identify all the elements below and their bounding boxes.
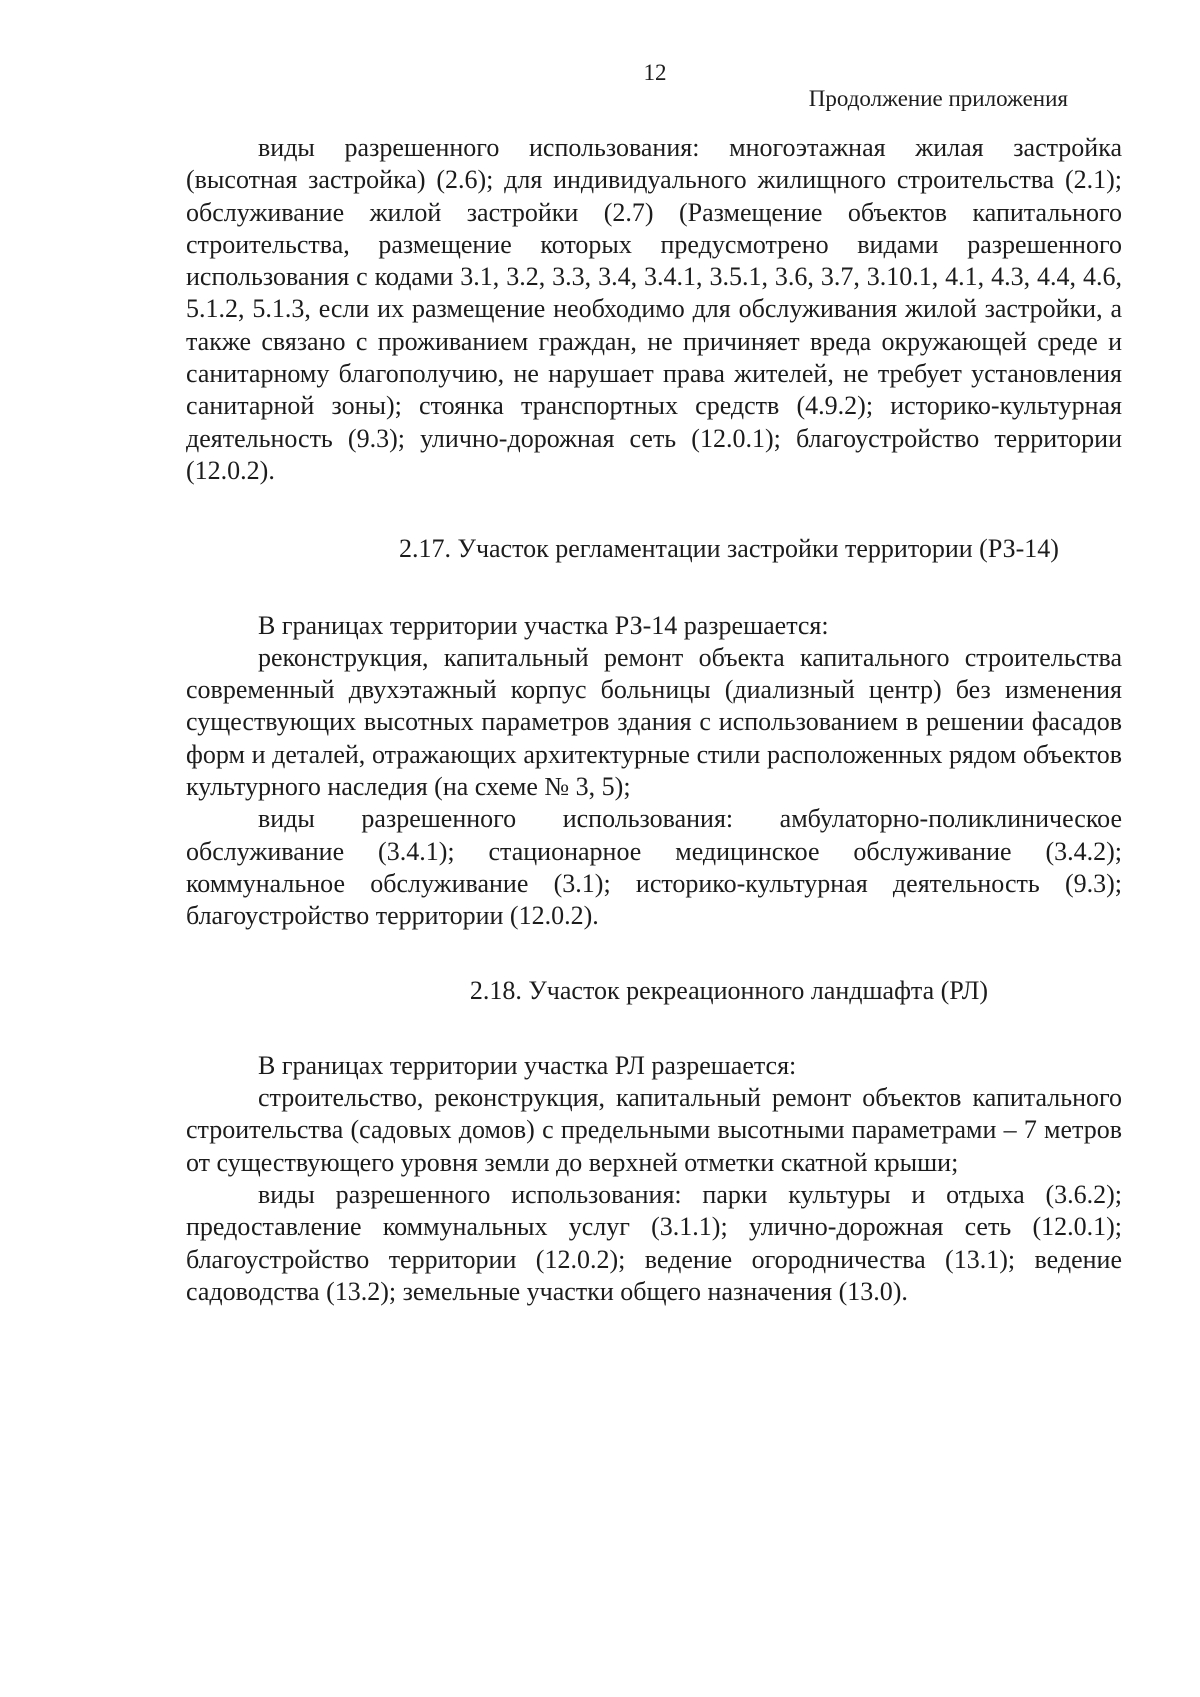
section-heading-2-18: 2.18. Участок рекреационного ландшафта (РЛ)	[469, 975, 989, 1005]
section-2-17-paragraph: реконструкция, капитальный ремонт объекта капитального строительства современный двухэтажный корпус больницы (диализный центр) без изменения существующих высотных параметров здания с использованием в решении фасадов форм и деталей, отражающих архитектурные стили расположенных рядом объектов культурного наследия (на схеме № 3, 5);	[186, 642, 1122, 802]
running-header: Продолжение приложения	[808, 86, 1068, 111]
section-heading-2-17: 2.17. Участок регламентации застройки территории (РЗ-14)	[399, 534, 1059, 564]
intro-paragraph: виды разрешенного использования: многоэтажная жилая застройка (высотная застройка) (2.6); для индивидуального жилищного строительства (2.1); обслуживание жилой застройки (2.7) (Размещение объектов капитального строительства, размещение которых предусмотрено видами разрешенного использования с кодами 3.1, 3.2, 3.3, 3.4, 3.4.1, 3.5.1, 3.6, 3.7, 3.10.1, 4.1, 4.3, 4.4, 4.6, 5.1.2, 5.1.3, если их размещение необходимо для обслуживания жилой застройки, а также связано с проживанием граждан, не причиняет вреда окружающей среде и санитарному благополучию, не нарушает права жителей, не требует установления санитарной зоны); стоянка транспортных средств (4.9.2); историко-культурная деятельность (9.3); улично-дорожная сеть (12.0.1); благоустройство территории (12.0.2).	[186, 133, 1122, 485]
section-2-18-lead: В границах территории участка РЛ разрешается:	[258, 1050, 797, 1080]
section-2-18-paragraph: строительство, реконструкция, капитальный ремонт объектов капитального строительства (садовых домов) с предельными высотными параметрами – 7 метров от существующего уровня земли до верхней отметки скатной крыши;	[186, 1083, 1122, 1177]
document-body	[186, 132, 1122, 1308]
page-number: 12	[643, 60, 667, 85]
section-2-17-lead: В границах территории участка РЗ-14 разрешается:	[258, 610, 829, 640]
section-2-17-paragraph: виды разрешенного использования: амбулаторно-поликлиническое обслуживание (3.4.1); стационарное медицинское обслуживание (3.4.2); коммунальное обслуживание (3.1); историко-культурная деятельность (9.3); благоустройство территории (12.0.2).	[186, 804, 1122, 931]
section-2-18-paragraph: виды разрешенного использования: парки культуры и отдыха (3.6.2); предоставление коммунальных услуг (3.1.1); улично-дорожная сеть (12.0.1); благоустройство территории (12.0.2); ведение огородничества (13.1); ведение садоводства (13.2); земельные участки общего назначения (13.0).	[186, 1180, 1122, 1306]
